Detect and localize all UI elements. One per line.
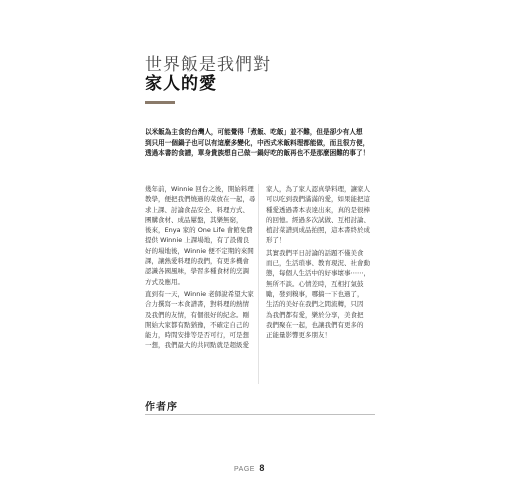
lead-line: 透過本書的食譜，單身貴族想自己做一鍋好吃的飯再也不是那麼困難的事了！ bbox=[145, 149, 370, 157]
text-line: 植討菜譜到成品拍照，這本書終於成 bbox=[266, 226, 370, 235]
section-rule bbox=[145, 414, 375, 415]
title-line-1: 世界飯是我們對 bbox=[145, 55, 271, 75]
right-column bbox=[266, 184, 374, 340]
section-title: 作者序 bbox=[145, 402, 178, 413]
text-line: 提供 Winnie 上課場地，有了設備良 bbox=[145, 236, 250, 245]
text-line: 生活的美好在我們之間流轉，只因 bbox=[266, 300, 364, 309]
text-line: 的回憶。經過多次試做、互相討論、 bbox=[266, 215, 370, 224]
paragraph bbox=[145, 184, 256, 287]
text-line: 而已，生活瑣事、教育現況、社會動 bbox=[266, 259, 370, 268]
paragraph bbox=[266, 248, 374, 341]
text-line: 我們聚在一起，也讓我們有更多的 bbox=[266, 320, 364, 329]
text-line: 教學，便把我們燒過的菜放在一起，尋 bbox=[145, 195, 256, 204]
page-number-value: 8 bbox=[259, 463, 265, 473]
lead-paragraph bbox=[145, 127, 373, 159]
text-line: 可以吃到我們滿滿的愛，如果能把這 bbox=[266, 195, 370, 204]
text-line: 無所不談。心情差時，互相打氣鼓 bbox=[266, 279, 364, 288]
page-label: PAGE bbox=[234, 466, 255, 473]
title-accent-rule bbox=[145, 101, 175, 104]
text-line: 課，讓熱愛料理的我們，有更多機會 bbox=[145, 257, 249, 266]
text-line: 一想，我們最大的共同點就是超級愛 bbox=[145, 341, 249, 350]
text-line: 勵，發到糗事，哪搞一下也過了， bbox=[266, 289, 364, 298]
text-line: 幾年前，Winnie 回台之後，開始料理 bbox=[145, 185, 254, 193]
text-line: 家人，為了家人認真學料理，讓家人 bbox=[266, 185, 370, 193]
text-line: 團購食材、成品屢盤，其樂無窮， bbox=[145, 215, 243, 224]
left-column bbox=[145, 184, 256, 351]
paragraph bbox=[145, 289, 253, 351]
text-line: 好的場地後，Winnie 便不定期的來開 bbox=[145, 246, 254, 255]
text-line: 開始大家都有點猶豫，不確定自己的 bbox=[145, 320, 249, 329]
text-line: 認識各國風味，學習多種食材的烹調 bbox=[145, 267, 249, 276]
text-line: 合力撰寫一本食譜書，對料理的熱情 bbox=[145, 300, 249, 309]
lead-line: 到只用一個鍋子也可以有這麼多變化，中西式米飯料理都能做，而且很方便， bbox=[145, 138, 370, 147]
text-line: 及我們的友情，有個很好的紀念。剛 bbox=[145, 310, 249, 319]
text-line: 直到有一天，Winnie 老師說希望大家 bbox=[145, 289, 254, 298]
text-line: 能力，時間安排等是否可行，可是想 bbox=[145, 331, 249, 340]
text-line: 其實我們平日討論的話題不僅美食 bbox=[266, 248, 364, 257]
text-line: 求上課、討論食品安全、料理方式、 bbox=[145, 205, 249, 214]
text-line: 正能量影響更多朋友！ bbox=[266, 331, 331, 340]
text-line: 形了！ bbox=[266, 236, 286, 245]
paragraph bbox=[266, 184, 374, 246]
lead-line: 以米飯為主食的台灣人，可能覺得「煮飯、吃飯」並不難，但是卻少有人想 bbox=[145, 128, 363, 136]
page-number bbox=[234, 463, 265, 473]
text-line: 態，每個人生活中的好事壞事⋯⋯， bbox=[266, 269, 370, 278]
text-line: 方式及應用。 bbox=[145, 277, 184, 286]
text-line: 後來，Enya 家的 One Life 會館免費 bbox=[145, 226, 253, 235]
text-line: 種愛透過書本表達出來，真的是很棒 bbox=[266, 205, 370, 214]
title-line-2: 家人的愛 bbox=[145, 74, 217, 94]
column-divider bbox=[258, 184, 259, 384]
text-line: 為我們都有愛，樂於分享，美食把 bbox=[266, 310, 364, 319]
